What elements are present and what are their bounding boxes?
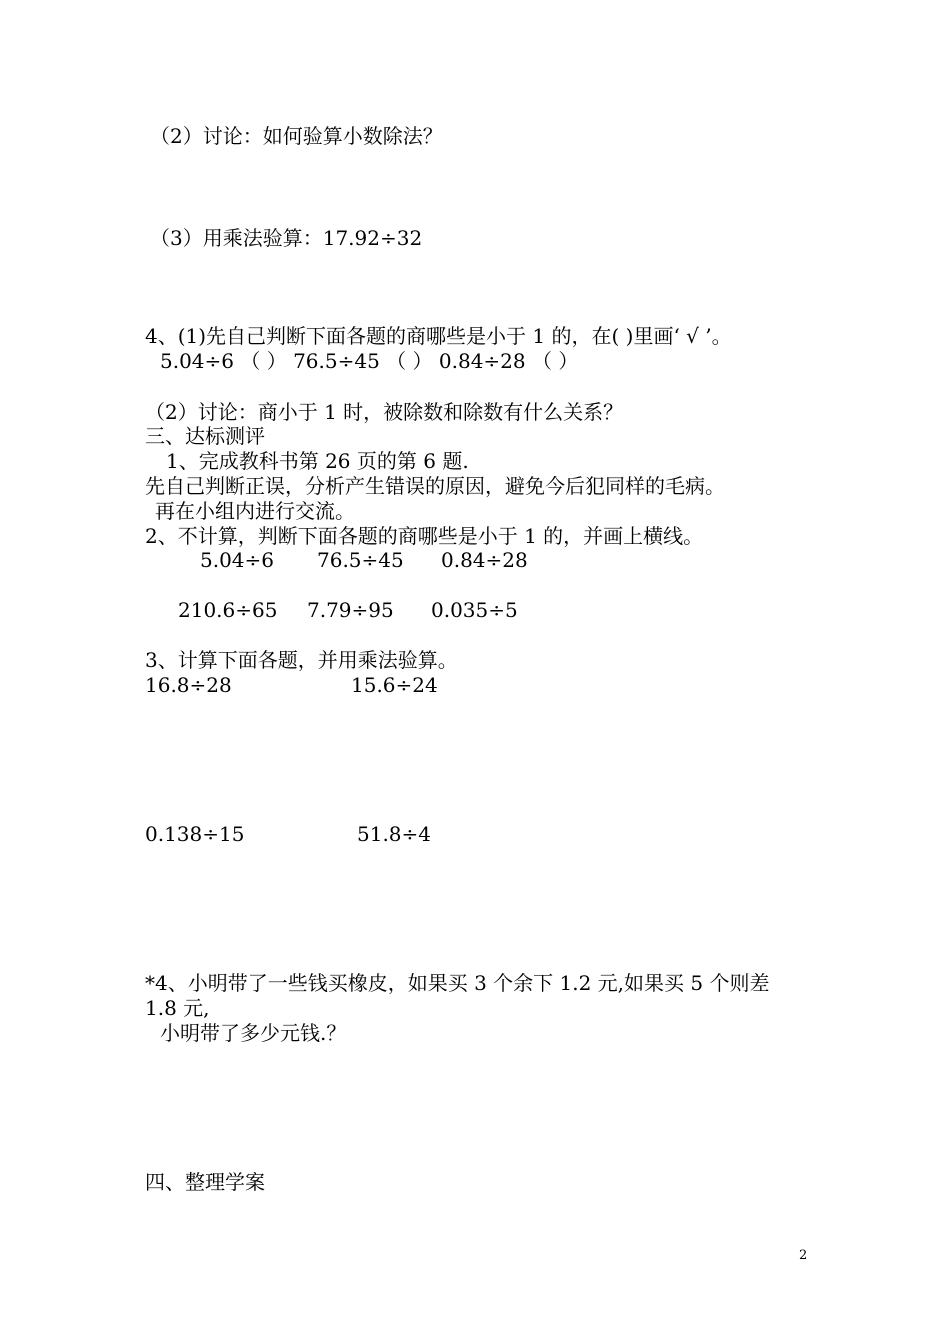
discuss-verify-question: （2）讨论：如何验算小数除法？ xyxy=(150,124,443,148)
test-item-2-problem: 76.5÷45 xyxy=(317,548,404,572)
test-item-1: 1、完成教科书第 26 页的第 6 题. xyxy=(166,449,469,473)
test-item-2: 2、不计算，判断下面各题的商哪些是小于 1 的，并画上横线。 xyxy=(145,524,704,548)
section-three-heading: 三、达标测评 xyxy=(145,424,265,448)
test-item-1-note-continued: 再在小组内进行交流。 xyxy=(155,499,355,523)
test-item-2-problem: 210.6÷65 xyxy=(178,598,278,622)
test-item-3-problem: 15.6÷24 xyxy=(351,673,438,697)
test-item-4-continued: 1.8 元, xyxy=(145,996,210,1020)
test-item-3-problem: 0.138÷15 xyxy=(145,822,245,846)
test-item-1-note: 先自己判断正误，分析产生错误的原因，避免今后犯同样的毛病。 xyxy=(145,474,725,498)
question-4-problems: 5.04÷6 （ ） 76.5÷45 （ ） 0.84÷28 （ ） xyxy=(160,349,579,373)
question-4-instruction: 4、(1)先自己判断下面各题的商哪些是小于 1 的，在( )里画‘ √ ’。 xyxy=(145,324,732,348)
verify-by-multiplication-question: （3）用乘法验算：17.92÷32 xyxy=(150,226,423,250)
test-item-3-problem: 16.8÷28 xyxy=(145,673,232,697)
test-item-4: *4、小明带了一些钱买橡皮，如果买 3 个余下 1.2 元,如果买 5 个则差 xyxy=(145,971,770,995)
test-item-2-problem: 0.035÷5 xyxy=(431,598,518,622)
test-item-2-problem: 0.84÷28 xyxy=(441,548,528,572)
test-item-2-problem: 7.79÷95 xyxy=(307,598,394,622)
test-item-3: 3、计算下面各题，并用乘法验算。 xyxy=(145,648,458,672)
test-item-4-question: 小明带了多少元钱.？ xyxy=(160,1021,347,1045)
section-four-heading: 四、整理学案 xyxy=(145,1170,265,1194)
test-item-2-problem: 5.04÷6 xyxy=(200,548,275,572)
test-item-3-problem: 51.8÷4 xyxy=(357,822,432,846)
question-4-discussion: （2）讨论：商小于 1 时，被除数和除数有什么关系？ xyxy=(145,400,624,424)
page-number: 2 xyxy=(799,1248,808,1263)
